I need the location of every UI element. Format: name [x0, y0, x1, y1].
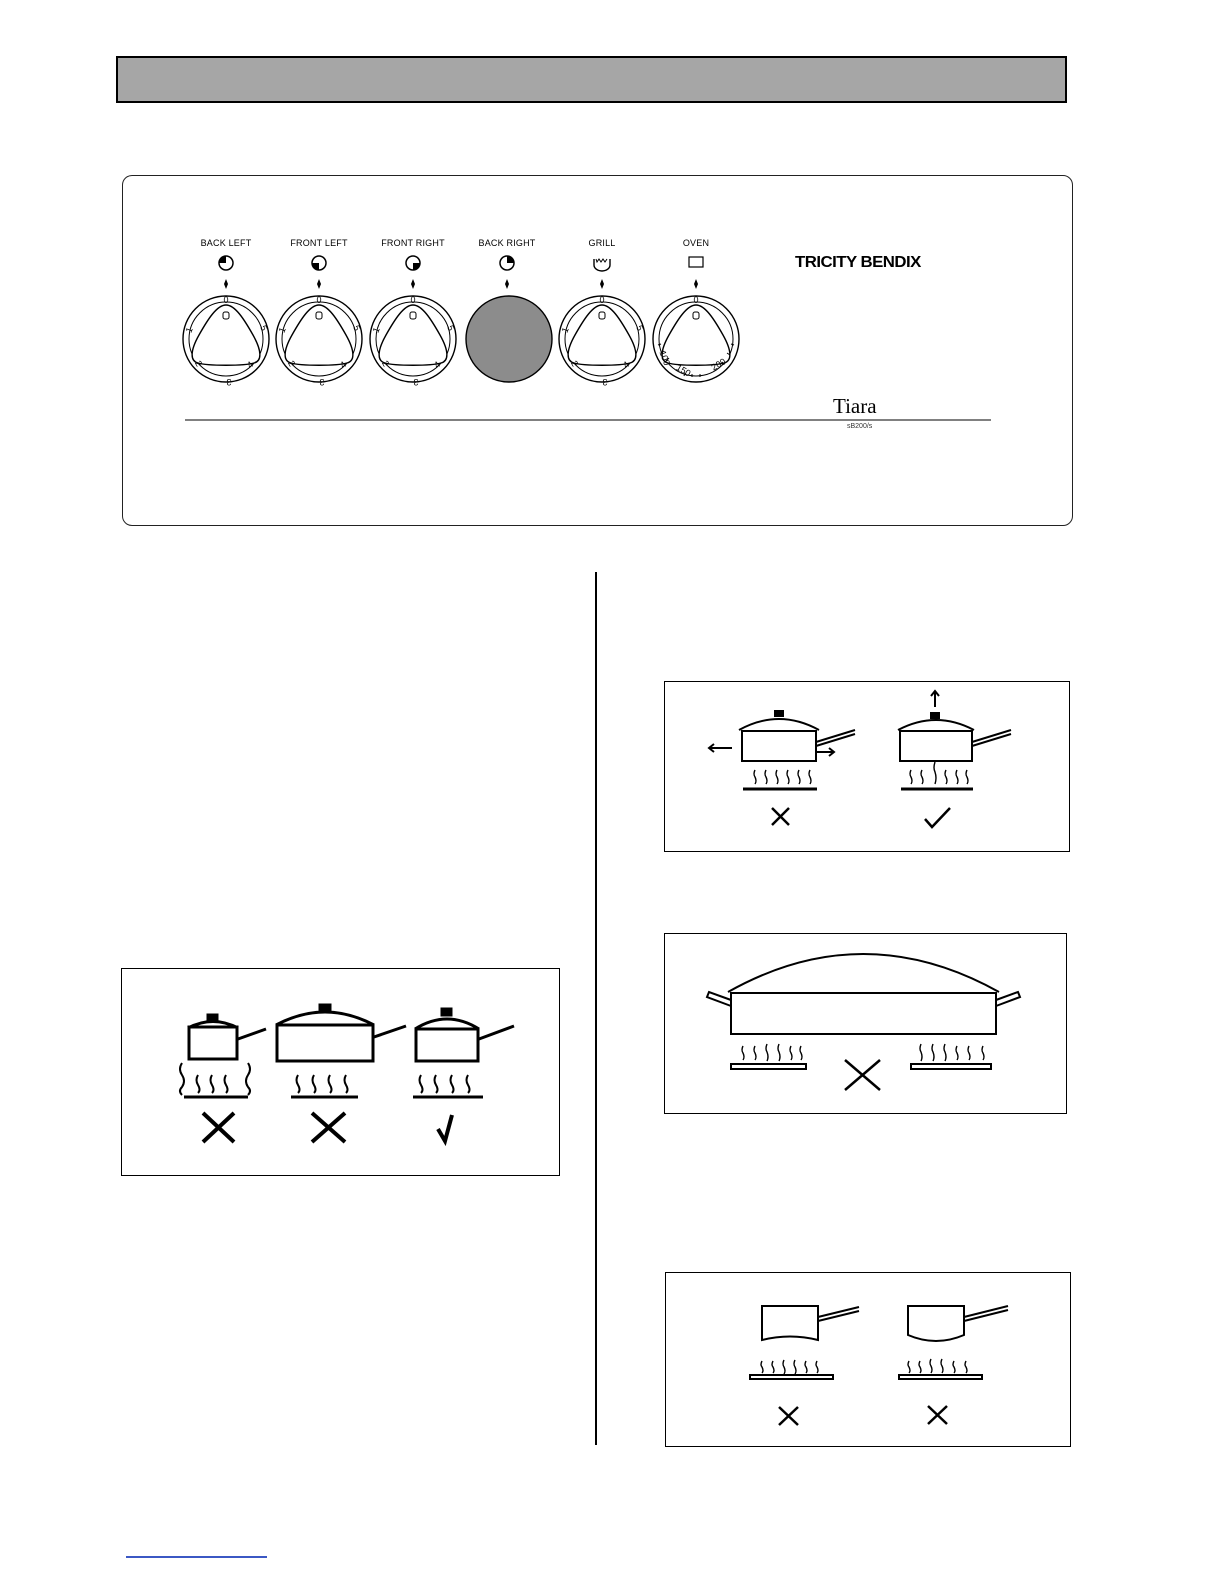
front-left-zone-icon — [312, 256, 326, 270]
scale-2: 2 — [193, 358, 205, 369]
cross-icon — [772, 808, 789, 825]
model-code: sB200/s — [847, 423, 873, 430]
control-panel-drawing — [123, 176, 1074, 527]
control-panel-illustration — [122, 175, 1073, 526]
scale-200: 200 — [709, 356, 728, 373]
scale-2: 2 — [286, 358, 298, 369]
oven-icon — [689, 257, 703, 267]
pan-size-diagram — [121, 968, 560, 1176]
footer-link-underline[interactable] — [126, 1556, 267, 1558]
cross-icon — [312, 1113, 345, 1142]
brand-logo: TRICITY BENDIX — [795, 254, 921, 271]
knob-label-back-left: BACK LEFT — [200, 238, 252, 248]
lid-fit-diagram — [664, 681, 1070, 852]
scale-150: 150 — [674, 362, 693, 379]
front-left-knob[interactable] — [276, 296, 362, 382]
knob-label-oven: OVEN — [682, 238, 710, 248]
scale-5: 5 — [445, 323, 457, 333]
pan-base-diagram — [665, 1272, 1071, 1447]
back-right-zone-icon — [500, 256, 514, 270]
large-pan-diagram — [664, 933, 1067, 1114]
large-pan-drawing — [665, 934, 1068, 1115]
model-name: Tiara — [833, 394, 877, 418]
scale-3: 3 — [319, 377, 325, 387]
knob-label-grill: GRILL — [588, 238, 616, 248]
scale-1: 1 — [276, 325, 288, 335]
scale-5: 5 — [351, 323, 363, 333]
cross-icon — [779, 1407, 798, 1425]
knob-label-back-right: BACK RIGHT — [478, 238, 536, 248]
cross-icon — [203, 1113, 234, 1142]
scale-0: 0 — [410, 295, 416, 305]
back-left-zone-icon — [219, 256, 233, 270]
scale-4: 4 — [620, 359, 632, 371]
column-divider — [595, 572, 597, 1445]
front-right-knob[interactable] — [370, 296, 456, 382]
back-right-knob[interactable] — [466, 296, 552, 382]
tick-icon — [438, 1115, 452, 1141]
knob-label-front-right: FRONT RIGHT — [381, 238, 445, 248]
scale-2: 2 — [380, 358, 392, 369]
scale-4: 4 — [244, 359, 256, 371]
scale-1: 1 — [559, 325, 571, 335]
tick-icon — [925, 808, 950, 827]
pan-size-drawing — [122, 969, 561, 1177]
knob-label-front-left: FRONT LEFT — [290, 238, 348, 248]
scale-3: 3 — [413, 377, 419, 387]
section-header-bar — [116, 56, 1067, 103]
pan-base-drawing — [666, 1273, 1072, 1448]
scale-1: 1 — [370, 325, 382, 335]
scale-0: 0 — [693, 295, 699, 305]
scale-4: 4 — [337, 359, 349, 371]
back-left-knob[interactable] — [183, 296, 269, 382]
cross-icon — [845, 1060, 880, 1090]
scale-100: 100 — [657, 349, 673, 367]
scale-2: 2 — [569, 358, 581, 369]
scale-5: 5 — [258, 323, 270, 333]
oven-knob[interactable] — [653, 296, 739, 382]
scale-4: 4 — [431, 359, 443, 371]
scale-3: 3 — [226, 377, 232, 387]
scale-3: 3 — [602, 377, 608, 387]
front-right-zone-icon — [406, 256, 420, 270]
scale-5: 5 — [634, 323, 646, 333]
lid-fit-drawing — [665, 682, 1071, 853]
scale-0: 0 — [223, 295, 229, 305]
scale-1: 1 — [183, 325, 195, 335]
knob-indicators — [224, 279, 698, 289]
scale-0: 0 — [316, 295, 322, 305]
grill-icon — [594, 259, 610, 271]
cross-icon — [928, 1406, 947, 1424]
grill-knob[interactable] — [559, 296, 645, 382]
scale-0: 0 — [599, 295, 605, 305]
